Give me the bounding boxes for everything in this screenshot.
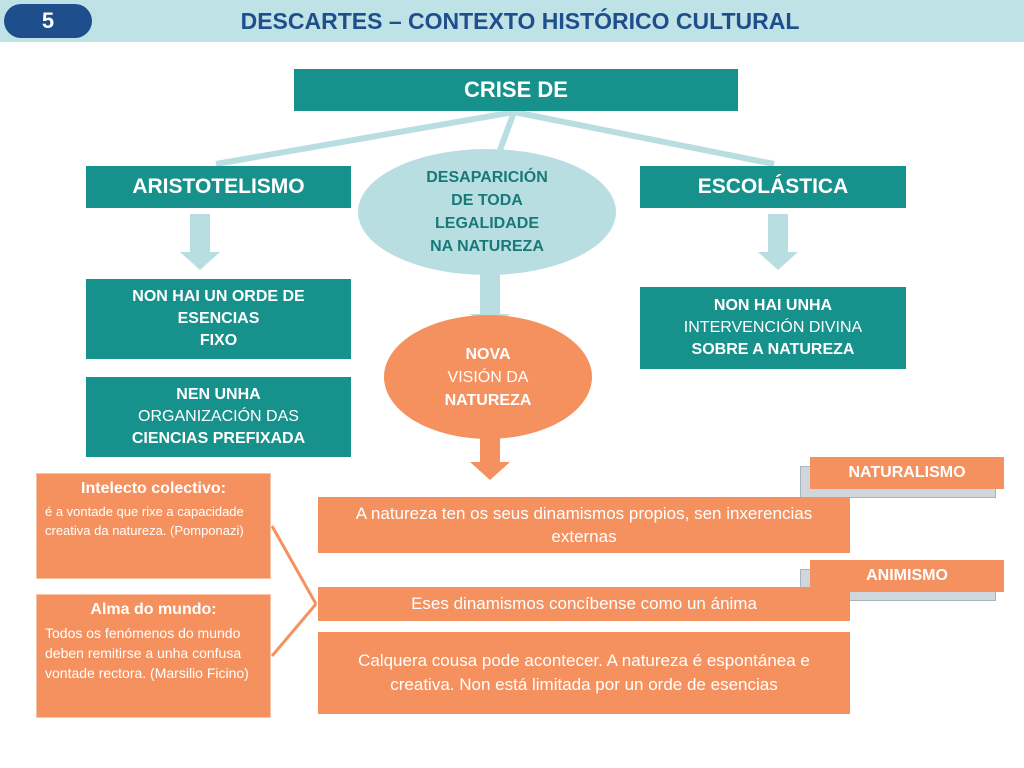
interv-line-3: SOBRE A NATUREZA bbox=[691, 341, 855, 358]
branch-line-center bbox=[500, 112, 514, 150]
alma-body: Todos os fenómenos do mundo deben remitirse a unha confusa vontade rectora. (Marsilio Ficino) bbox=[45, 625, 249, 681]
calquera-statement: Calquera cousa pode acontecer. A natureza é espontánea e creativa. Non está limitada por un orde de esencias bbox=[318, 632, 850, 714]
intelecto-colectivo-box bbox=[36, 473, 271, 579]
nova-vision-ellipse bbox=[384, 315, 592, 439]
dinamismos-statement: A natureza ten os seus dinamismos propios, sen inxerencias externas bbox=[318, 497, 850, 553]
bracket-line-top bbox=[272, 526, 316, 604]
organ-line-2: ORGANIZACIÓN DAS bbox=[138, 408, 299, 425]
desap-line-3: LEGALIDADE bbox=[435, 215, 539, 232]
interv-line-2: INTERVENCIÓN DIVINA bbox=[683, 319, 863, 336]
down-arrow-orange bbox=[470, 438, 510, 480]
organizacion-ciencias-box bbox=[86, 377, 351, 457]
orde-esencias-box bbox=[86, 279, 351, 359]
down-arrow-left bbox=[180, 214, 220, 270]
escolastica-box: ESCOLÁSTICA bbox=[640, 166, 906, 208]
alma-do-mundo-box bbox=[36, 594, 271, 718]
nova-line-3: NATUREZA bbox=[444, 391, 532, 409]
nova-line-2: VISIÓN DA bbox=[447, 368, 529, 386]
branch-line-right bbox=[514, 112, 774, 164]
desaparicion-ellipse bbox=[358, 149, 616, 275]
animismo-tag: ANIMISMO bbox=[810, 560, 1004, 592]
orde-line-2: ESENCIAS bbox=[177, 310, 260, 327]
slide-title: DESCARTES – CONTEXTO HISTÓRICO CULTURAL bbox=[240, 7, 800, 34]
aristotelismo-box: ARISTOTELISMO bbox=[86, 166, 351, 208]
orde-line-1: NON HAI UN ORDE DE bbox=[132, 288, 305, 305]
naturalismo-tag: NATURALISMO bbox=[810, 457, 1004, 489]
desap-line-1: DESAPARICIÓN bbox=[426, 169, 548, 186]
intervencion-divina-box bbox=[640, 287, 906, 369]
desap-line-4: NA NATUREZA bbox=[430, 238, 544, 255]
orde-line-3: FIXO bbox=[199, 332, 238, 349]
organ-line-1: NEN UNHA bbox=[176, 386, 261, 403]
organ-line-3: CIENCIAS PREFIXADA bbox=[131, 430, 306, 447]
down-arrow-right bbox=[758, 214, 798, 270]
interv-line-1: NON HAI UNHA bbox=[713, 297, 833, 314]
bracket-line-bottom bbox=[272, 604, 316, 656]
desap-line-2: DE TODA bbox=[451, 192, 523, 209]
intelecto-title: Intelecto colectivo: bbox=[81, 480, 226, 497]
crise-box: CRISE DE bbox=[294, 69, 738, 111]
slide-number-badge: 5 bbox=[4, 4, 92, 38]
intelecto-body: é a vontade que rixe a capacidade creativa da natureza. (Pomponazi) bbox=[45, 504, 244, 538]
nova-line-1: NOVA bbox=[465, 345, 511, 363]
alma-title: Alma do mundo: bbox=[90, 601, 217, 618]
anima-statement: Eses dinamismos concíbense como un ánima bbox=[318, 587, 850, 621]
